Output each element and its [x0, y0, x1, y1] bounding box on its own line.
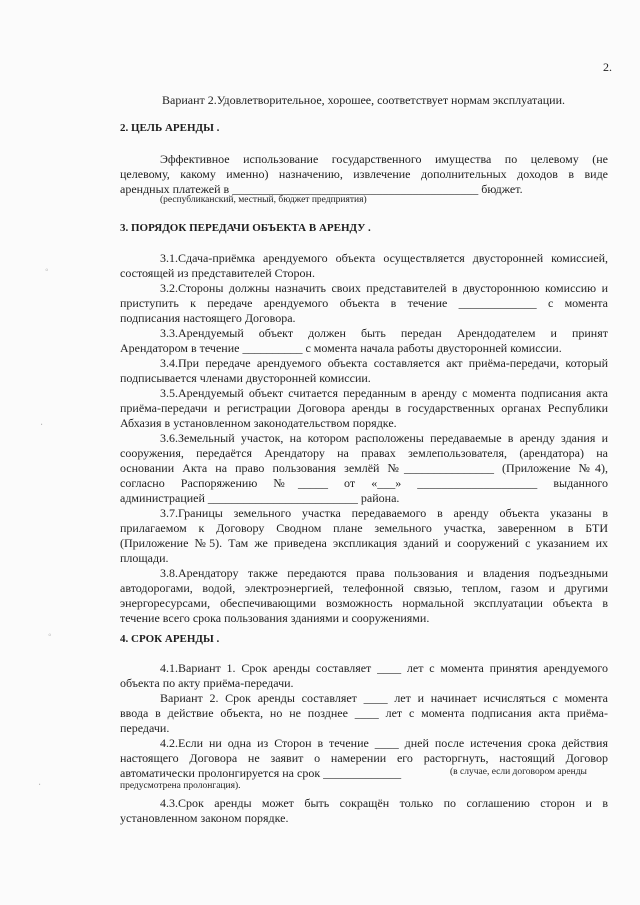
variant-2-text: Вариант 2.Удовлетворительное, хорошее, соответствует нормам эксплуатации. [162, 93, 565, 107]
section-4-line: Вариант 2. Срок аренды составляет ____ лет и начинает исчисляться с момента [160, 691, 608, 705]
scan-mark: ‧ [38, 780, 42, 791]
scan-mark: ◦ [48, 630, 52, 641]
section-3-line: сооружения, передаётся Арендатору на правах землепользователя, (арендатора) на [120, 446, 608, 460]
section-3-line: подписания настоящего Договора. [120, 311, 296, 325]
section-3-line: 3.3.Арендуемый объект должен быть передан Арендодателем и принят [160, 326, 608, 340]
section-3-line: 3.7.Границы земельного участка передаваемого в аренду объекта указаны в [160, 506, 608, 520]
section-2-line: арендных платежей в _________________________________________ бюджет. [120, 182, 523, 196]
section-3-line: приступить к передаче арендуемого объекта в течение _____________ с момента [120, 296, 608, 310]
section-4-line: 4.1.Вариант 1. Срок аренды составляет ____ лет с момента принятия арендуемого [160, 661, 608, 675]
section-4-line: объекта по акту приёма-передачи. [120, 676, 294, 690]
section-3-line: основании Акта на право пользования землёй №_______________ (Приложение №4), [120, 461, 608, 475]
section-3-line: согласно Распоряжению №_____ от «___» ____________________ выданного [120, 476, 608, 490]
budget-note: (республиканский, местный, бюджет предприятия) [160, 195, 367, 205]
page-number: 2. [603, 60, 612, 74]
prolongation-note: (в случае, если договором аренды [450, 767, 587, 777]
section-3-line: прилагаемом к Договору Сводном плане земельного участка, заверенном в БТИ [120, 521, 608, 535]
section-3-line: состоящей из представителей Сторон. [120, 266, 315, 280]
section-3-line: приёма-передачи и регистрации Договора аренды в государственных органах Республики [120, 401, 608, 415]
section-3-line: администрацией _________________________ района. [120, 491, 400, 505]
scan-mark: ‧ [40, 420, 44, 431]
section-4-line: автоматически пролонгируется на срок _____________ [120, 766, 402, 780]
section-3-line: 3.4.При передаче арендуемого объекта составляется акт приёма-передачи, который [160, 356, 608, 370]
section-3-line: 3.6.Земельный участок, на котором расположены передаваемые в аренду здания и [160, 431, 608, 445]
section-4-line: передачи. [120, 721, 170, 735]
section-3-line: течение всего срока пользования зданиями и сооружениями. [120, 611, 430, 625]
section-3-line: автодорогами, водой, электроэнергией, телефонной связью, теплом, газом и другими [120, 581, 608, 595]
section-3-line: Абхазия в установленном законодательством порядке. [120, 416, 397, 430]
section-4-line: настоящего Договора не заявит о намерении его расторгнуть, настоящий Договор [120, 751, 608, 765]
section-3-line: (Приложение №5). Там же приведена экспликация зданий и сооружений с указанием их [120, 536, 608, 550]
section-3-heading: 3. ПОРЯДОК ПЕРЕДАЧИ ОБЪЕКТА В АРЕНДУ . [120, 222, 371, 234]
section-4-heading: 4. СРОК АРЕНДЫ . [120, 633, 220, 645]
section-4-line: установленном законом порядке. [120, 811, 289, 825]
section-4-line: 4.3.Срок аренды может быть сокращён только по соглашению сторон и в [160, 796, 608, 810]
section-2-line: целевому, какому именно) назначению, извлечение дополнительных доходов в виде [120, 167, 608, 181]
section-3-line: 3.8.Арендатору также передаются права пользования и владения подъездными [160, 566, 608, 580]
section-4-line: ввода в действие объекта, но не позднее ____ лет с момента подписания акта приёма- [120, 706, 608, 720]
section-4-line: 4.2.Если ни одна из Сторон в течение ____ дней после истечения срока действия [160, 736, 608, 750]
scan-mark: ◦ [45, 265, 49, 276]
section-3-line: энергоресурсами, обеспечивающими возможность нормальной эксплуатации объекта в [120, 596, 608, 610]
prolongation-note-cont: предусмотрена пролонгация). [120, 781, 241, 791]
section-3-line: площади. [120, 551, 169, 565]
section-3-line: Арендатором в течение __________ с момента начала работы двусторонней комиссии. [120, 341, 562, 355]
section-3-line: 3.1.Сдача-приёмка арендуемого объекта осуществляется двусторонней комиссией, [160, 251, 608, 265]
section-3-line: 3.5.Арендуемый объект считается переданным в аренду с момента подписания акта [160, 386, 608, 400]
section-2-heading: 2. ЦЕЛЬ АРЕНДЫ . [120, 122, 220, 134]
section-2-line: Эффективное использование государственного имущества по целевому (не [160, 152, 608, 166]
section-3-line: подписывается членами двусторонней комиссии. [120, 371, 371, 385]
section-3-line: 3.2.Стороны должны назначить своих представителей в двустороннюю комиссию и [160, 281, 608, 295]
